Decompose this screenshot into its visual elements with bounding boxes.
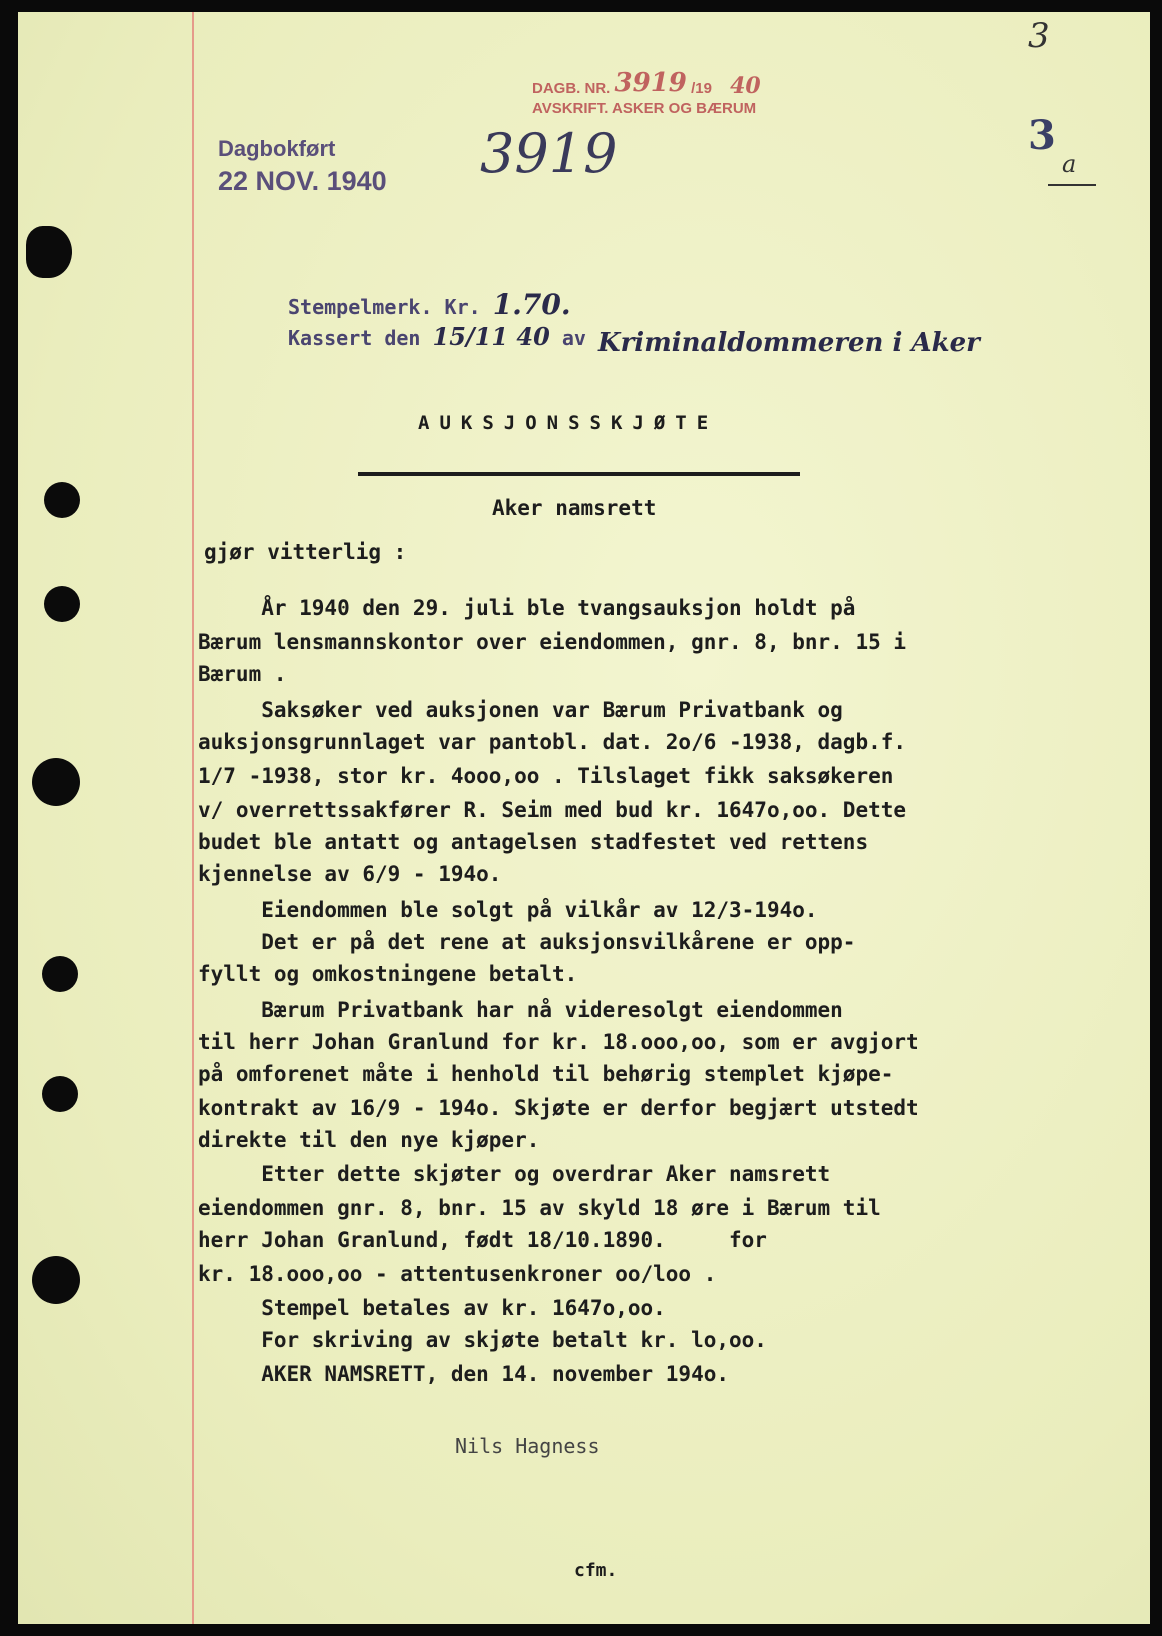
kassert-handwritten: Kriminaldommeren i Aker [598,328,980,358]
body-line: herr Johan Granlund, født 18/10.1890. for [198,1228,767,1252]
dagb-stamp-line1 [532,68,761,100]
body-line: kontrakt av 16/9 - 194o. Skjøte er derfor begjært utstedt [198,1096,919,1120]
binder-hole [42,956,78,992]
body-line: kr. 18.ooo,oo - attentusenkroner oo/loo . [198,1262,717,1286]
dagb-date: /19 [691,80,712,97]
document-page [18,12,1150,1624]
body-line: År 1940 den 29. juli ble tvangsauksjon holdt på [198,596,856,620]
body-line: Bærum Privatbank har nå videresolgt eiendommen [198,998,843,1022]
body-line: Det er på det rene at auksjonsvilkårene er opp- [198,930,856,954]
body-line: Saksøker ved auksjonen var Bærum Privatbank og [198,698,843,722]
page-suffix: a [1062,150,1077,178]
stempelmerke-line1 [288,288,571,321]
corner-number: 3 [1028,16,1050,56]
dagb-number: 3919 [614,68,687,98]
stempelmerke-line2 [288,322,980,358]
dagb-year: 40 [730,73,761,99]
body-line: fyllt og omkostningene betalt. [198,962,578,986]
body-line: v/ overrettssakfører R. Seim med bud kr. 1647o,oo. Dette [198,798,907,822]
binder-hole [32,1256,80,1304]
kassert-date: 15/11 40 [432,322,550,351]
body-line: Bærum lensmannskontor over eiendommen, gnr. 8, bnr. 15 i [198,630,907,654]
body-line: direkte til den nye kjøper. [198,1128,540,1152]
document-title: AUKSJONSSKJØTE [418,412,719,434]
binder-hole [42,1076,78,1112]
stempelmerke-label: Stempelmerk. Kr. [288,295,481,319]
opening-phrase: gjør vitterlig : [204,540,407,564]
body-line: eiendommen gnr. 8, bnr. 15 av skyld 18 øre i Bærum til [198,1196,881,1220]
body-line: Stempel betales av kr. 1647o,oo. [198,1296,666,1320]
body-line: 1/7 -1938, stor kr. 4ooo,oo . Tilslaget fikk saksøkeren [198,764,894,788]
body-line: AKER NAMSRETT, den 14. november 194o. [198,1362,730,1386]
body-line: Bærum . [198,662,287,686]
kassert-av: av [561,326,586,350]
body-line: auksjonsgrunnlaget var pantobl. dat. 2o/6 -1938, dagb.f. [198,730,907,754]
binder-hole [44,586,80,622]
dagb-label: DAGB. NR. [532,80,611,97]
dagbokfort-label: Dagbokført [218,136,336,161]
kassert-label: Kassert den [288,326,421,350]
body-line: til herr Johan Granlund for kr. 18.ooo,oo, som er avgjort [198,1030,919,1054]
binder-hole [32,758,80,806]
margin-line [192,12,194,1624]
signature: Nils Hagness [455,1434,600,1458]
body-line: budet ble antatt og antagelsen stadfestet ved rettens [198,830,869,854]
binder-hole [44,482,80,518]
body-line: Etter dette skjøter og overdrar Aker namsrett [198,1162,831,1186]
initials: cfm. [574,1560,618,1581]
body-line: på omforenet måte i henhold til behørig stemplet kjøpe- [198,1062,894,1086]
page-number: 3 [1028,112,1056,159]
title-rule [358,472,800,476]
dagbokfort-date: 22 NOV. 1940 [218,166,387,196]
body-line: For skriving av skjøte betalt kr. lo,oo. [198,1328,767,1352]
page-number-underline [1048,184,1096,186]
stempelmerke-value: 1.70. [492,288,571,321]
binder-hole [26,226,72,278]
dagb-stamp-line2: AVSKRIFT. ASKER OG BÆRUM [532,100,757,117]
handwritten-number: 3919 [480,122,618,185]
body-line: Eiendommen ble solgt på vilkår av 12/3-194o. [198,898,818,922]
body-line: kjennelse av 6/9 - 194o. [198,862,502,886]
court-name: Aker namsrett [492,496,657,520]
